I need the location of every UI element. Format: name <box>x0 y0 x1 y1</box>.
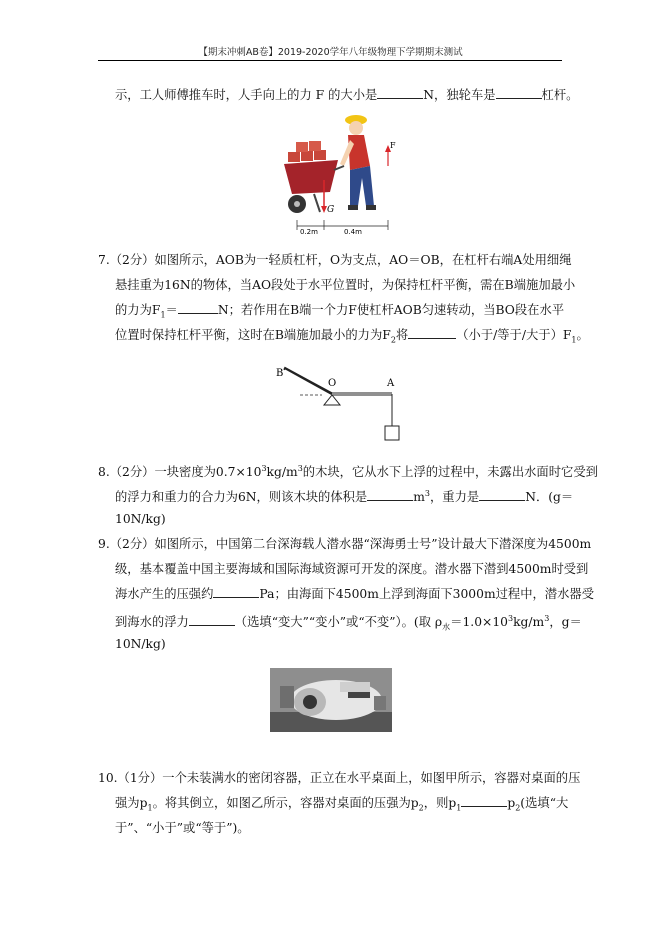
q10-sub: 1 <box>456 803 462 813</box>
q9-text: ，g＝ <box>549 615 582 630</box>
q6-blank-force[interactable] <box>377 86 423 99</box>
q8-line-3: 10N/kg) <box>115 512 166 526</box>
worker-shirt <box>348 135 370 170</box>
q7-sub: 1 <box>571 335 577 345</box>
q8-text: ，重力是 <box>430 490 480 505</box>
q9-text: 海水产生的压强约 <box>115 587 214 601</box>
q10-sub: 2 <box>418 803 424 813</box>
q10-text: p <box>507 796 516 810</box>
q9-text: 到海水的浮力 <box>115 615 189 630</box>
brick <box>314 150 326 160</box>
label-0.4m: 0.4m <box>344 228 362 234</box>
q7-line-3 <box>115 301 564 324</box>
q8-text: kg/m <box>266 465 298 480</box>
q7-text: 位置时保持杠杆平衡，这时在B端施加最小的力为F <box>115 328 391 342</box>
lever-arm-OB <box>284 368 332 394</box>
q8-text: N．(g＝ <box>525 490 574 505</box>
q9-sup: 3 <box>507 614 514 623</box>
q6-text-3: 杠杆。 <box>541 88 579 102</box>
label-G: G <box>327 205 335 215</box>
q10-sub: 1 <box>147 803 153 813</box>
q7-line-1: 7.（2分）如图所示，AOB为一轻质杠杆，O为支点，AO＝OB，在杠杆右端A处用细绳 <box>98 253 572 267</box>
q7-sub: 2 <box>390 335 396 345</box>
q8-text: 的浮力和重力的合力为6N，则该木块的体积是 <box>115 490 368 505</box>
barrow-tray <box>284 160 338 194</box>
q8-blank-weight[interactable] <box>479 488 525 501</box>
q9-blank-pressure[interactable] <box>213 585 259 598</box>
q10-sub: 2 <box>515 803 521 813</box>
q8-line-1 <box>98 460 598 481</box>
lever-figure <box>270 360 410 446</box>
q10-text: ，则p <box>423 796 457 810</box>
worker-pants <box>350 166 374 206</box>
q10-blank-compare[interactable] <box>461 794 507 807</box>
q7-text: N；若作用在B端一个力F使杠杆AOB匀速转动，当BO段在水平 <box>217 303 565 317</box>
fulcrum-icon <box>324 395 340 405</box>
q9-text: ＝1.0×10 <box>450 615 508 630</box>
brick <box>288 152 300 162</box>
page-header: 【期末冲刺AB卷】2019-2020学年八年级物理下学期期末测试 <box>198 47 463 58</box>
label-A: A <box>387 378 395 389</box>
q7-text: （小于/等于/大于）F <box>456 328 572 342</box>
label-0.2m: 0.2m <box>300 228 318 234</box>
brick <box>301 151 313 161</box>
q8-sup: 3 <box>424 489 430 498</box>
q7-line-2: 悬挂重为16N的物体，当AO段处于水平位置时，为保持杠杆平衡，需在B端施加最小 <box>115 278 576 292</box>
q10-text: 强为p <box>115 796 148 810</box>
submersible-icon <box>270 668 392 732</box>
label-O: O <box>328 378 337 389</box>
q6-blank-lever-type[interactable] <box>496 86 542 99</box>
q7-blank-f1[interactable] <box>178 301 218 314</box>
wheelbarrow-figure <box>278 108 398 234</box>
q8-text: 8.（2分）一块密度为0.7×10 <box>98 465 262 480</box>
q9-line-3 <box>115 585 594 603</box>
q7-blank-compare[interactable] <box>408 326 456 339</box>
q9-text: Pa；由海面下4500m上浮到海面下3000m过程中，潜水器受 <box>259 587 594 601</box>
q7-text: 的力为F <box>115 303 161 317</box>
q9-line-2: 级，基本覆盖中国主要海域和国际海域资源可开发的深度。潜水器下潜到4500m时受到 <box>115 562 589 576</box>
q10-text: (选填“大 <box>520 796 569 810</box>
q7-text: ＝ <box>165 303 178 317</box>
submersible-photo <box>270 668 392 732</box>
hanging-block <box>385 426 399 440</box>
q8-blank-volume[interactable] <box>367 488 413 501</box>
q7-text: 将 <box>395 328 409 342</box>
q8-sup: 3 <box>261 464 267 473</box>
q9-line-5: 10N/kg) <box>115 637 166 651</box>
q9-sup: 3 <box>544 614 550 623</box>
q6-text-1: 示，工人师傅推车时，人手向上的力 F 的大小是 <box>115 88 378 102</box>
q9-blank-buoyancy[interactable] <box>189 613 235 626</box>
label-F: F <box>390 141 396 150</box>
q6-text-2: N，独轮车是 <box>423 88 496 102</box>
q8-sup: 3 <box>297 464 303 473</box>
q8-line-2 <box>115 485 573 506</box>
q9-text: kg/m <box>513 615 545 630</box>
q8-text: m <box>413 490 425 505</box>
q6-line <box>115 86 578 104</box>
label-B: B <box>276 368 284 379</box>
q10-text: 。将其倒立，如图乙所示，容器对桌面的压强为p <box>152 796 419 810</box>
brick <box>309 141 321 151</box>
q7-line-4 <box>115 326 589 349</box>
q10-line-2 <box>115 794 568 817</box>
q8-text: 的木块，它从水下上浮的过程中，未露出水面时它受到 <box>302 465 598 480</box>
header-divider <box>98 60 562 61</box>
q9-sub: 水 <box>442 622 451 632</box>
q10-line-3: 于”、“小于”或“等于”)。 <box>115 821 250 835</box>
q9-line-1: 9.（2分）如图所示，中国第二台深海载人潜水器“深海勇士号”设计最大下潜深度为4500m <box>98 537 592 551</box>
q9-text: （选填“变大”“变小”或“不变”）。(取 ρ <box>234 615 443 630</box>
q7-text: 。 <box>576 328 589 342</box>
q10-line-1: 10.（1分）一个未装满水的密闭容器，正立在水平桌面上，如图甲所示，容器对桌面的压 <box>98 771 581 785</box>
q7-sub: 1 <box>160 310 166 320</box>
q9-line-4 <box>115 610 582 637</box>
brick <box>296 142 308 152</box>
